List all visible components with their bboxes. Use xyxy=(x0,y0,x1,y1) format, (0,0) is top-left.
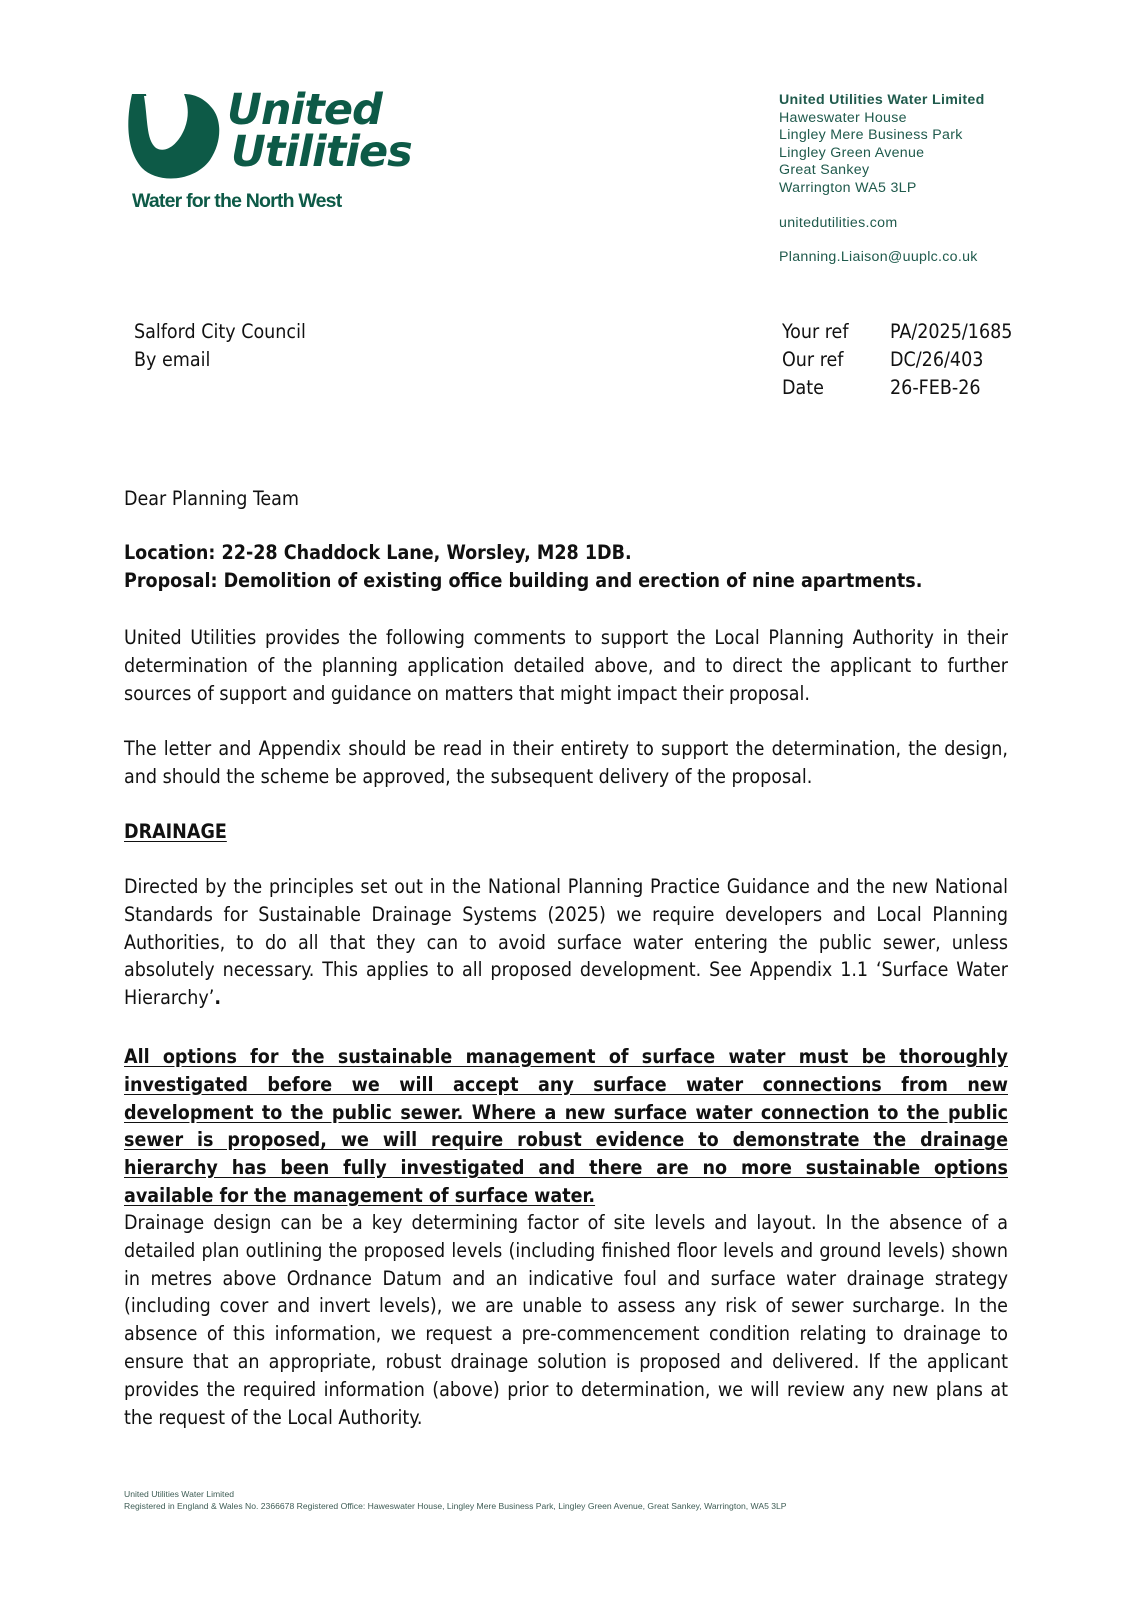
paragraph-read-entirety: The letter and Appendix should be read in their entirety to support the determination, the design, and should the scheme be approved, the subsequent delivery of the proposal. xyxy=(124,737,1008,788)
recipient-block xyxy=(134,318,306,374)
proposal-line: Proposal: Demolition of existing office building and erection of nine apartments. xyxy=(124,569,923,592)
paragraph-surface-water-requirement: All options for the sustainable management of surface water must be thoroughly investigated before we will accept any surface water connections from new development to the public sewer. Where a new surface water connection to the public sewer is proposed, we will require robust evidence to demonstrate the drainage hierarchy has been fully investigated and there are no more sustainable options available for the management of surface water. xyxy=(124,1045,1008,1207)
united-utilities-logo xyxy=(124,85,412,215)
website-link[interactable]: unitedutilities.com xyxy=(779,214,898,231)
paragraph-drainage-design: Drainage design can be a key determining factor of site levels and layout. In the absence of a detailed plan outlining the proposed levels (including finished floor levels and ground levels) shown in metres above Ordnance Datum and an indicative foul and surface water drainage strategy (including cover and invert levels), we are unable to assess any risk of sewer surcharge. In the absence of this information, we request a pre-commencement condition relating to drainage to ensure that an appropriate, robust drainage solution is proposed and delivered. If the applicant provides the required information (above) prior to determination, we will review any new plans at the request of the Local Authority. xyxy=(124,1211,1008,1429)
sender-company: United Utilities Water Limited xyxy=(779,92,985,108)
recipient-name: Salford City Council xyxy=(134,320,306,343)
address-line: Warrington WA5 3LP xyxy=(779,179,917,196)
reference-value: DC/26/403 xyxy=(890,348,984,371)
email-link[interactable]: Planning.Liaison@uuplc.co.uk xyxy=(779,249,978,266)
address-line: Lingley Mere Business Park xyxy=(779,127,963,144)
reference-value: 26-FEB-26 xyxy=(890,376,981,399)
reference-row xyxy=(782,374,1012,402)
u-droplet-icon xyxy=(124,90,224,180)
paragraph-end-mark: . xyxy=(214,986,221,1010)
logo-word-united: United xyxy=(227,85,382,135)
paragraph-drainage-principles xyxy=(124,873,1008,1012)
reference-value: PA/2025/1685 xyxy=(890,320,1013,343)
paragraph-intro: United Utilities provides the following comments to support the Local Planning Authority in their determination of the planning application detailed above, and to direct the applicant to further sources of support and guidance on matters that might impact their proposal. xyxy=(124,626,1008,705)
location-line: Location: 22-28 Chaddock Lane, Worsley, M28 1DB. xyxy=(124,541,632,564)
reference-row xyxy=(782,346,1012,374)
address-line: Great Sankey xyxy=(779,162,870,179)
page-footer xyxy=(124,1489,787,1512)
logo-tagline: Water for the North West xyxy=(132,190,342,212)
reference-label: Our ref xyxy=(782,348,844,371)
salutation: Dear Planning Team xyxy=(124,487,300,510)
sender-address-block xyxy=(779,92,985,267)
footer-company: United Utilities Water Limited xyxy=(124,1489,235,1499)
reference-label: Date xyxy=(782,376,824,399)
footer-registration: Registered in England & Wales No. 2366678 Registered Office: Haweswater House, Lingley Mere Business Park, Lingley Green Avenue, Great Sankey, Warrington, WA5 3LP xyxy=(124,1500,787,1511)
reference-label: Your ref xyxy=(782,320,849,343)
address-line: Lingley Green Avenue xyxy=(779,144,925,161)
address-line: Haweswater House xyxy=(779,109,907,126)
references-block xyxy=(782,318,1012,402)
recipient-delivery: By email xyxy=(134,348,211,371)
section-heading-drainage: DRAINAGE xyxy=(124,820,227,843)
reference-row xyxy=(782,318,1012,346)
paragraph-drainage-principles-text: Directed by the principles set out in the National Planning Practice Guidance and the new National Standards for Sustainable Drainage Systems (2025) we require developers and Local Planning Authorities, to do all that they can to avoid surface water entering the public sewer, unless absolutely necessary. This applies to all proposed development. See Appendix 1.1 ‘Surface Water Hierarchy’ xyxy=(124,875,1008,1010)
logo-word-utilities: Utilities xyxy=(231,127,412,177)
